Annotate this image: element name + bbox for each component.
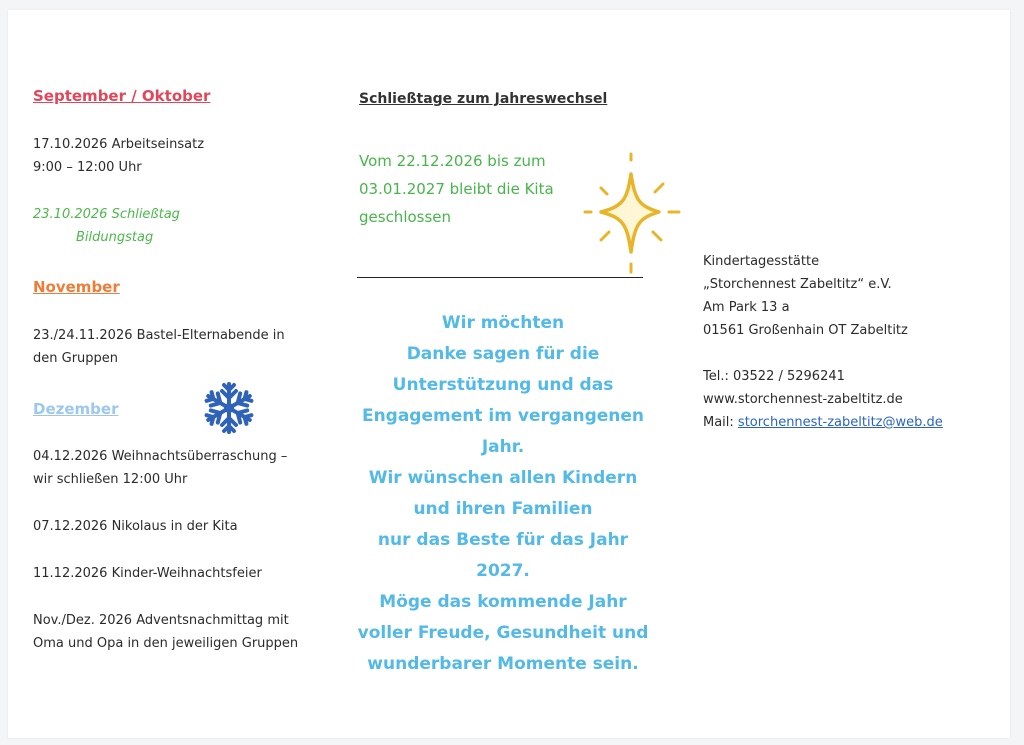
closure-line2: 03.01.2027 bleibt die Kita	[359, 180, 554, 198]
message-line: 2027.	[476, 561, 530, 581]
message-line: Möge das kommende Jahr	[379, 592, 627, 612]
mail-label: Mail:	[703, 415, 738, 430]
message-line: Engagement im vergangenen	[361, 406, 645, 426]
event-weihnacht-line2: wir schließen 12:00 Uhr	[33, 472, 188, 487]
divider-line	[357, 277, 643, 278]
org-type: Kindertagesstätte	[703, 254, 820, 269]
contact-block	[703, 250, 943, 434]
message-line: voller Freude, Gesundheit und	[357, 623, 649, 643]
event-advent-line2: Oma und Opa in den jeweiligen Gruppen	[33, 636, 299, 651]
website-url[interactable]: www.storchennest-zabeltitz.de	[703, 392, 903, 407]
event-bildungstag: Bildungstag	[76, 230, 154, 245]
event-arbeitseinsatz	[33, 133, 204, 179]
message-line: Wir möchten	[441, 313, 565, 333]
message-line: wunderbarer Momente sein.	[367, 654, 639, 674]
event-advent-line1: Nov./Dez. 2026 Adventsnachmittag mit	[33, 613, 289, 628]
thank-you-message	[353, 308, 653, 680]
closure-line3: geschlossen	[359, 208, 452, 226]
address-city: 01561 Großenhain OT Zabeltitz	[703, 323, 908, 338]
event-bastel-line2: den Gruppen	[33, 351, 119, 366]
event-kinder-weihnachtsfeier: 11.12.2026 Kinder-Weihnachtsfeier	[33, 566, 262, 581]
event-arbeitseinsatz-time: 9:00 – 12:00 Uhr	[33, 160, 142, 175]
message-line: nur das Beste für das Jahr	[377, 530, 629, 550]
address-street: Am Park 13 a	[703, 300, 790, 315]
event-schliesstag	[33, 203, 180, 249]
phone-number: Tel.: 03522 / 5296241	[703, 369, 845, 384]
mail-line	[703, 411, 943, 434]
message-line: Jahr.	[481, 437, 525, 457]
event-weihnachtsueberraschung	[33, 445, 287, 491]
snowflake-icon	[202, 380, 256, 436]
event-bastel-line1: 23./24.11.2026 Bastel-Elternabende in	[33, 328, 285, 343]
closure-notice	[359, 147, 554, 231]
heading-september-oktober: September / Oktober	[33, 87, 211, 105]
heading-dezember: Dezember	[33, 400, 119, 418]
star-icon	[581, 150, 681, 275]
email-link[interactable]: storchennest-zabeltitz@web.de	[737, 415, 943, 430]
message-line: Wir wünschen allen Kindern	[368, 468, 638, 488]
message-line: Danke sagen für die	[406, 344, 600, 364]
event-weihnacht-line1: 04.12.2026 Weihnachtsüberraschung –	[33, 449, 288, 464]
flyer-page	[8, 10, 1010, 738]
message-line: Unterstützung und das	[392, 375, 614, 395]
event-bastel-elternabende	[33, 324, 285, 370]
message-line: und ihren Familien	[413, 499, 593, 519]
heading-schliesstage: Schließtage zum Jahreswechsel	[359, 91, 608, 107]
event-arbeitseinsatz-date: 17.10.2026 Arbeitseinsatz	[33, 137, 205, 152]
heading-november: November	[33, 278, 120, 296]
event-nikolaus: 07.12.2026 Nikolaus in der Kita	[33, 519, 238, 534]
event-schliesstag-date: 23.10.2026 Schließtag	[33, 207, 180, 222]
closure-line1: Vom 22.12.2026 bis zum	[359, 152, 546, 170]
org-name: „Storchennest Zabeltitz“ e.V.	[703, 277, 892, 292]
event-adventsnachmittag	[33, 609, 298, 655]
